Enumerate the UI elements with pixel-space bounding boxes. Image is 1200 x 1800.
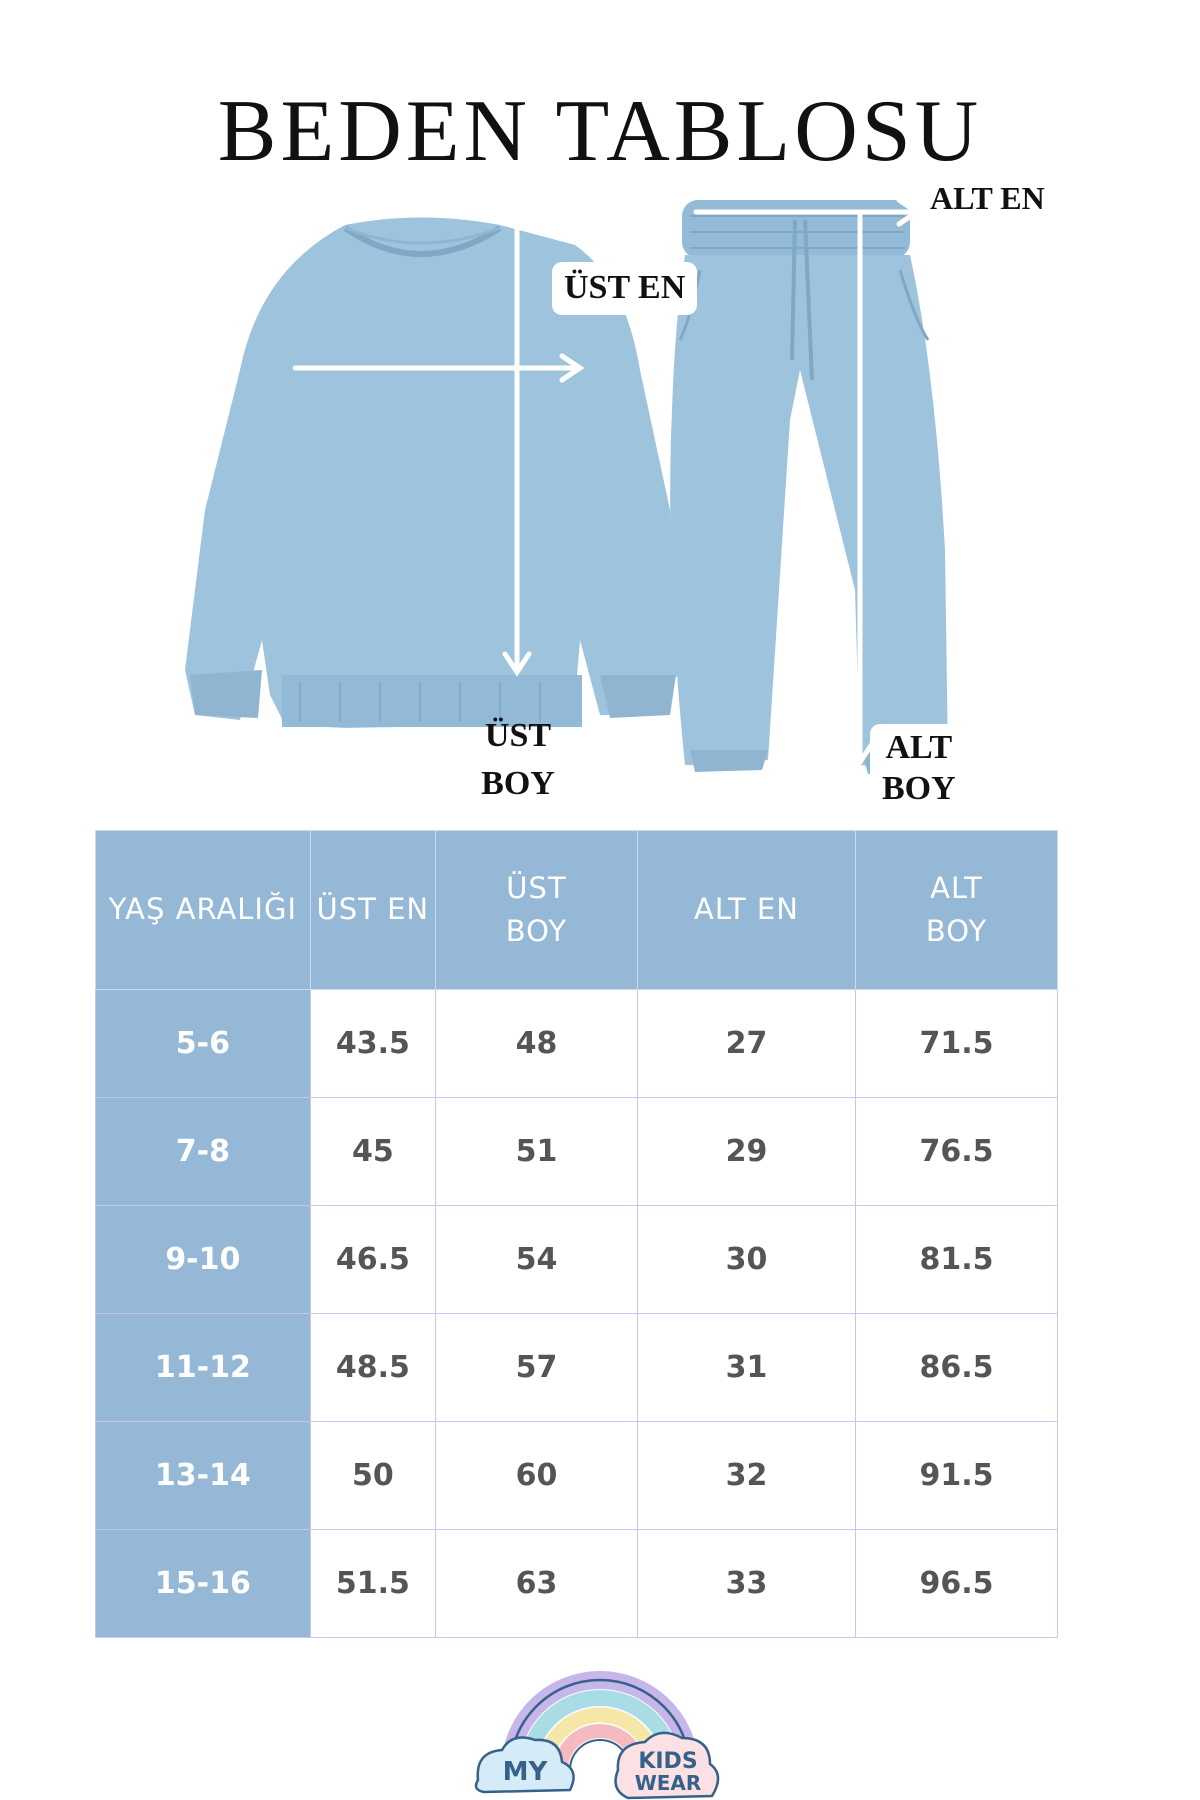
alt-en-label: ALT EN <box>930 180 1045 216</box>
ust-en-cell: 46.5 <box>310 1206 435 1314</box>
alt-boy-label <box>870 724 968 820</box>
logo-my-text: MY <box>502 1757 548 1787</box>
table-header-row <box>96 831 1058 990</box>
ust-boy-line-1: ÜST <box>484 717 552 754</box>
my-kids-wear-logo <box>470 1640 730 1800</box>
header-ust-en: ÜST EN <box>310 831 435 990</box>
alt-boy-cell: 81.5 <box>856 1206 1058 1314</box>
ust-en-cell: 50 <box>310 1422 435 1530</box>
ust-boy-cell: 54 <box>436 1206 638 1314</box>
ust-en-label: ÜST EN <box>552 262 697 315</box>
ust-boy-cell: 63 <box>436 1530 638 1638</box>
ust-boy-label <box>468 712 568 807</box>
header-alt-en: ALT EN <box>637 831 855 990</box>
ust-en-cell: 45 <box>310 1098 435 1206</box>
alt-en-cell: 29 <box>637 1098 855 1206</box>
alt-boy-line-1: ALT <box>885 729 953 766</box>
ust-en-cell: 51.5 <box>310 1530 435 1638</box>
alt-en-cell: 33 <box>637 1530 855 1638</box>
logo-kids-text: KIDS <box>638 1749 698 1774</box>
table-row <box>96 1098 1058 1206</box>
alt-boy-cell: 76.5 <box>856 1098 1058 1206</box>
alt-boy-line-2: BOY <box>882 769 956 807</box>
alt-boy-cell: 86.5 <box>856 1314 1058 1422</box>
age-cell: 7-8 <box>96 1098 311 1206</box>
ust-boy-line-2: BOY <box>481 764 555 802</box>
alt-en-cell: 30 <box>637 1206 855 1314</box>
table-row <box>96 1206 1058 1314</box>
header-ust-boy: ÜST BOY <box>436 831 638 990</box>
ust-boy-cell: 51 <box>436 1098 638 1206</box>
age-cell: 9-10 <box>96 1206 311 1314</box>
alt-en-cell: 32 <box>637 1422 855 1530</box>
age-cell: 11-12 <box>96 1314 311 1422</box>
page-title: BEDEN TABLOSU <box>217 83 983 180</box>
ust-boy-cell: 57 <box>436 1314 638 1422</box>
ust-boy-cell: 60 <box>436 1422 638 1530</box>
table-row <box>96 1314 1058 1422</box>
pants-image <box>670 200 948 774</box>
table-row <box>96 1422 1058 1530</box>
alt-en-cell: 31 <box>637 1314 855 1422</box>
alt-boy-cell: 91.5 <box>856 1422 1058 1530</box>
alt-boy-cell: 71.5 <box>856 990 1058 1098</box>
table-row <box>96 990 1058 1098</box>
age-cell: 15-16 <box>96 1530 311 1638</box>
logo-wear-text: WEAR <box>634 1771 702 1795</box>
table-row <box>96 1530 1058 1638</box>
ust-boy-cell: 48 <box>436 990 638 1098</box>
alt-boy-cell: 96.5 <box>856 1530 1058 1638</box>
age-cell: 5-6 <box>96 990 311 1098</box>
alt-en-cell: 27 <box>637 990 855 1098</box>
ust-en-cell: 48.5 <box>310 1314 435 1422</box>
header-age-range: YAŞ ARALIĞI <box>96 831 311 990</box>
header-alt-boy: ALT BOY <box>856 831 1058 990</box>
ust-en-cell: 43.5 <box>310 990 435 1098</box>
age-cell: 13-14 <box>96 1422 311 1530</box>
size-chart-table <box>95 830 1058 1638</box>
